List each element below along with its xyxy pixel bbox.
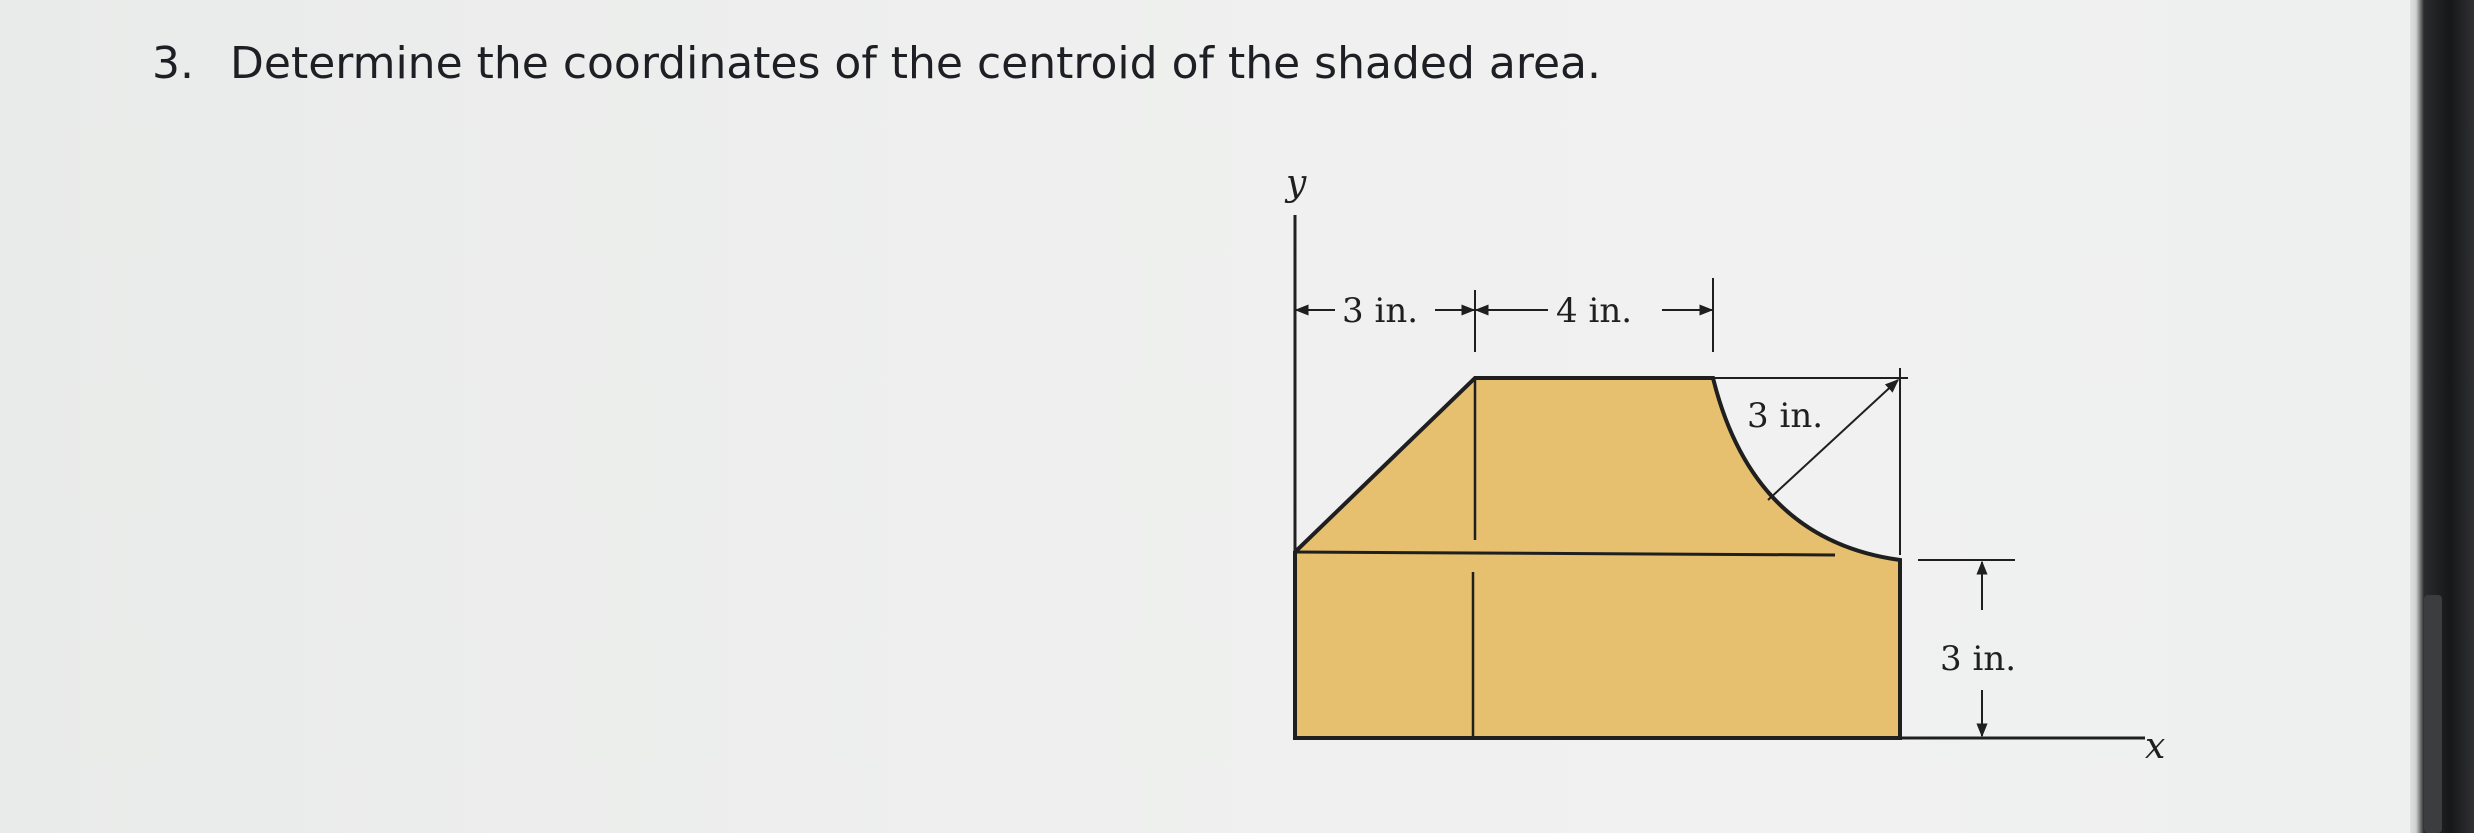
- monitor-bezel: [2410, 0, 2474, 833]
- dim-label-3in-top: 3 in.: [1342, 291, 1419, 331]
- scrollbar-thumb[interactable]: [2424, 595, 2442, 833]
- question-number: 3.: [152, 38, 194, 89]
- question-text: Determine the coordinates of the centroid of the shaded area.: [230, 38, 1601, 89]
- dim-label-right-height: 3 in.: [1940, 639, 2017, 679]
- x-axis-label: x: [2145, 726, 2166, 767]
- dim-label-4in: 4 in.: [1556, 291, 1633, 331]
- dim-label-radius: 3 in.: [1747, 396, 1824, 436]
- y-axis-label: y: [1286, 163, 1307, 204]
